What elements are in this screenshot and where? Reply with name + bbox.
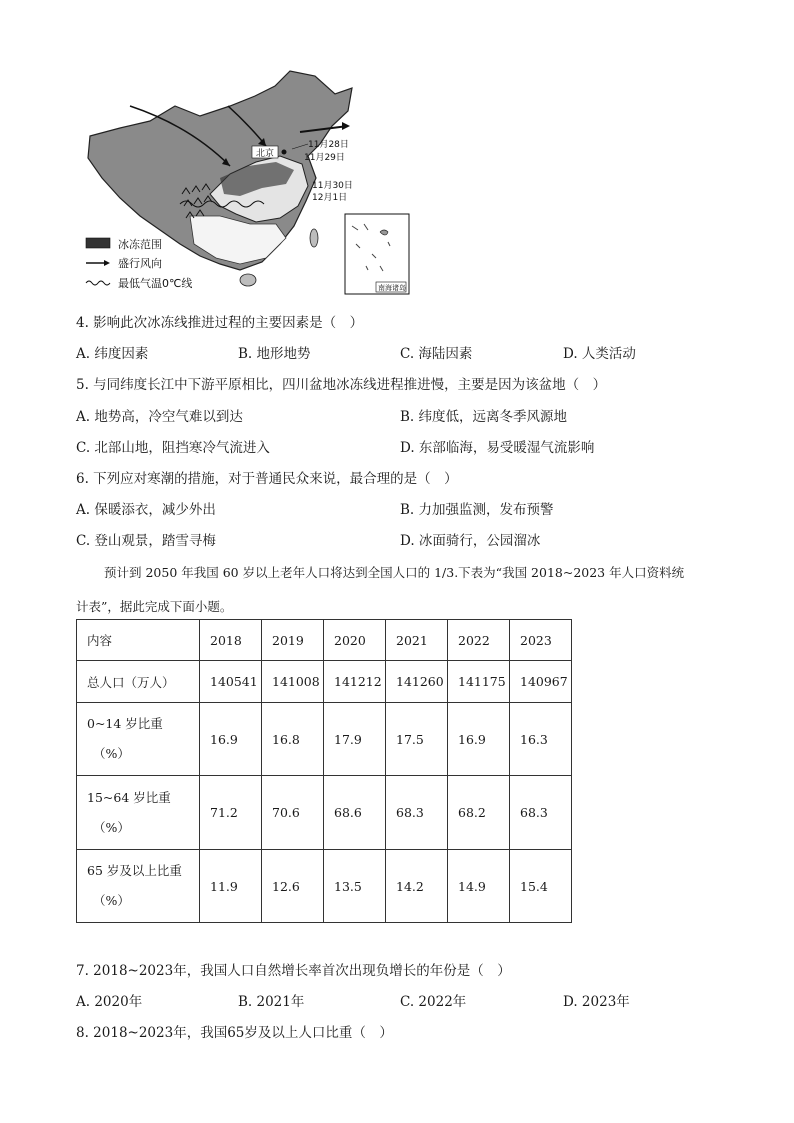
table-header-row [77,620,572,661]
table-header-cell: 2019 [262,620,324,661]
question-6-stem: 6. 下列应对寒潮的措施，对于普通民众来说，最合理的是（ ） [76,471,458,487]
q7-option-c[interactable]: C. 2022年 [400,994,467,1010]
q6-option-d[interactable]: D. 冰面骑行，公园溜冰 [400,533,541,549]
table-header-cell: 2021 [386,620,448,661]
table-cell: 14.2 [386,850,448,923]
q6-option-b[interactable]: B. 力加强监测，发布预警 [400,502,554,518]
question-8-stem: 8. 2018~2023年，我国65岁及以上人口比重（ ） [76,1025,393,1041]
table-header-cell: 2018 [200,620,262,661]
table-row [77,703,572,776]
q6-option-a[interactable]: A. 保暖添衣，减少外出 [76,502,216,518]
q7-option-a[interactable]: A. 2020年 [76,994,143,1010]
row-label-unit: （%） [93,893,130,908]
table-cell: 68.6 [324,776,386,850]
table-cell: 68.3 [510,776,572,850]
map-svg [80,66,415,298]
table-cell: 68.3 [386,776,448,850]
question-4-stem: 4. 影响此次冰冻线推进过程的主要因素是（ ） [76,315,364,331]
table-header-cell: 2020 [324,620,386,661]
table-cell: 16.9 [200,703,262,776]
table-header-cell: 内容 [77,620,200,661]
q7-option-b[interactable]: B. 2021年 [238,994,305,1010]
row-label-unit: （%） [93,746,130,761]
table-header-cell: 2022 [448,620,510,661]
q5-option-b[interactable]: B. 纬度低，远离冬季风源地 [400,409,568,425]
taiwan-island [310,229,318,247]
q6-option-c[interactable]: C. 登山观景，踏雪寻梅 [76,533,216,549]
table-row [77,850,572,923]
q5-option-a[interactable]: A. 地势高，冷空气难以到达 [76,409,243,425]
table-cell: 141008 [262,661,324,703]
hainan-island [240,274,256,286]
q5-option-c[interactable]: C. 北部山地，阻挡寒冷气流进入 [76,440,270,456]
table-cell: 17.5 [386,703,448,776]
table-cell: 71.2 [200,776,262,850]
row-label [77,850,200,923]
date-label-1130: 11月30日 [312,181,353,191]
table-cell: 141212 [324,661,386,703]
row-label-main: 15~64 岁比重 [87,789,171,805]
inset-label: 南海诸岛 [378,284,406,292]
q5-option-d[interactable]: D. 东部临海，易受暖湿气流影响 [400,440,595,456]
table-cell: 11.9 [200,850,262,923]
row-label [77,776,200,850]
table-cell: 16.8 [262,703,324,776]
table-cell: 141175 [448,661,510,703]
table-cell: 16.9 [448,703,510,776]
row-label [77,703,200,776]
table-intro [76,564,736,616]
table-cell: 12.6 [262,850,324,923]
date-label-1201: 12月1日 [312,193,348,203]
intro-line-2: 计表”，据此完成下面小题。 [76,599,233,614]
population-table [76,619,572,923]
row-label: 总人口（万人） [77,661,200,703]
question-7-stem: 7. 2018~2023年，我国人口自然增长率首次出现负增长的年份是（ ） [76,963,511,979]
row-label-main: 65 岁及以上比重 [87,863,182,878]
legend-swatch-freeze [86,238,110,248]
table-row [77,776,572,850]
beijing-label: 北京 [256,149,275,159]
q4-option-c[interactable]: C. 海陆因素 [400,346,473,362]
q4-option-b[interactable]: B. 地形地势 [238,346,311,362]
question-5-stem: 5. 与同纬度长江中下游平原相比，四川盆地冰冻线进程推进慢，主要是因为该盆地（ ） [76,377,607,393]
table-cell: 140541 [200,661,262,703]
table-header-cell: 2023 [510,620,572,661]
row-label-main: 0~14 岁比重 [87,716,163,731]
table-cell: 17.9 [324,703,386,776]
table-cell: 141260 [386,661,448,703]
date-label-1128: 11月28日 [308,140,349,150]
table-cell: 15.4 [510,850,572,923]
beijing-dot [282,150,287,155]
row-label-unit: （%） [93,819,130,835]
table-cell: 13.5 [324,850,386,923]
table-row [77,661,572,703]
q7-option-d[interactable]: D. 2023年 [563,994,630,1010]
table-cell: 70.6 [262,776,324,850]
table-cell: 14.9 [448,850,510,923]
table-cell: 16.3 [510,703,572,776]
table-cell: 68.2 [448,776,510,850]
legend-wind: 盛行风向 [118,257,162,270]
q4-option-a[interactable]: A. 纬度因素 [76,346,149,362]
table-cell: 140967 [510,661,572,703]
legend-freeze: 冰冻范围 [118,238,162,251]
q4-option-d[interactable]: D. 人类活动 [563,346,636,362]
intro-line-1: 预计到 2050 年我国 60 岁以上老年人口将达到全国人口的 1/3.下表为“我国 2018~2023 年人口资料统 [104,565,685,580]
legend-zero-line: 最低气温0℃线 [118,277,193,290]
china-freeze-map [80,66,415,298]
date-label-1129: 11月29日 [304,153,345,163]
